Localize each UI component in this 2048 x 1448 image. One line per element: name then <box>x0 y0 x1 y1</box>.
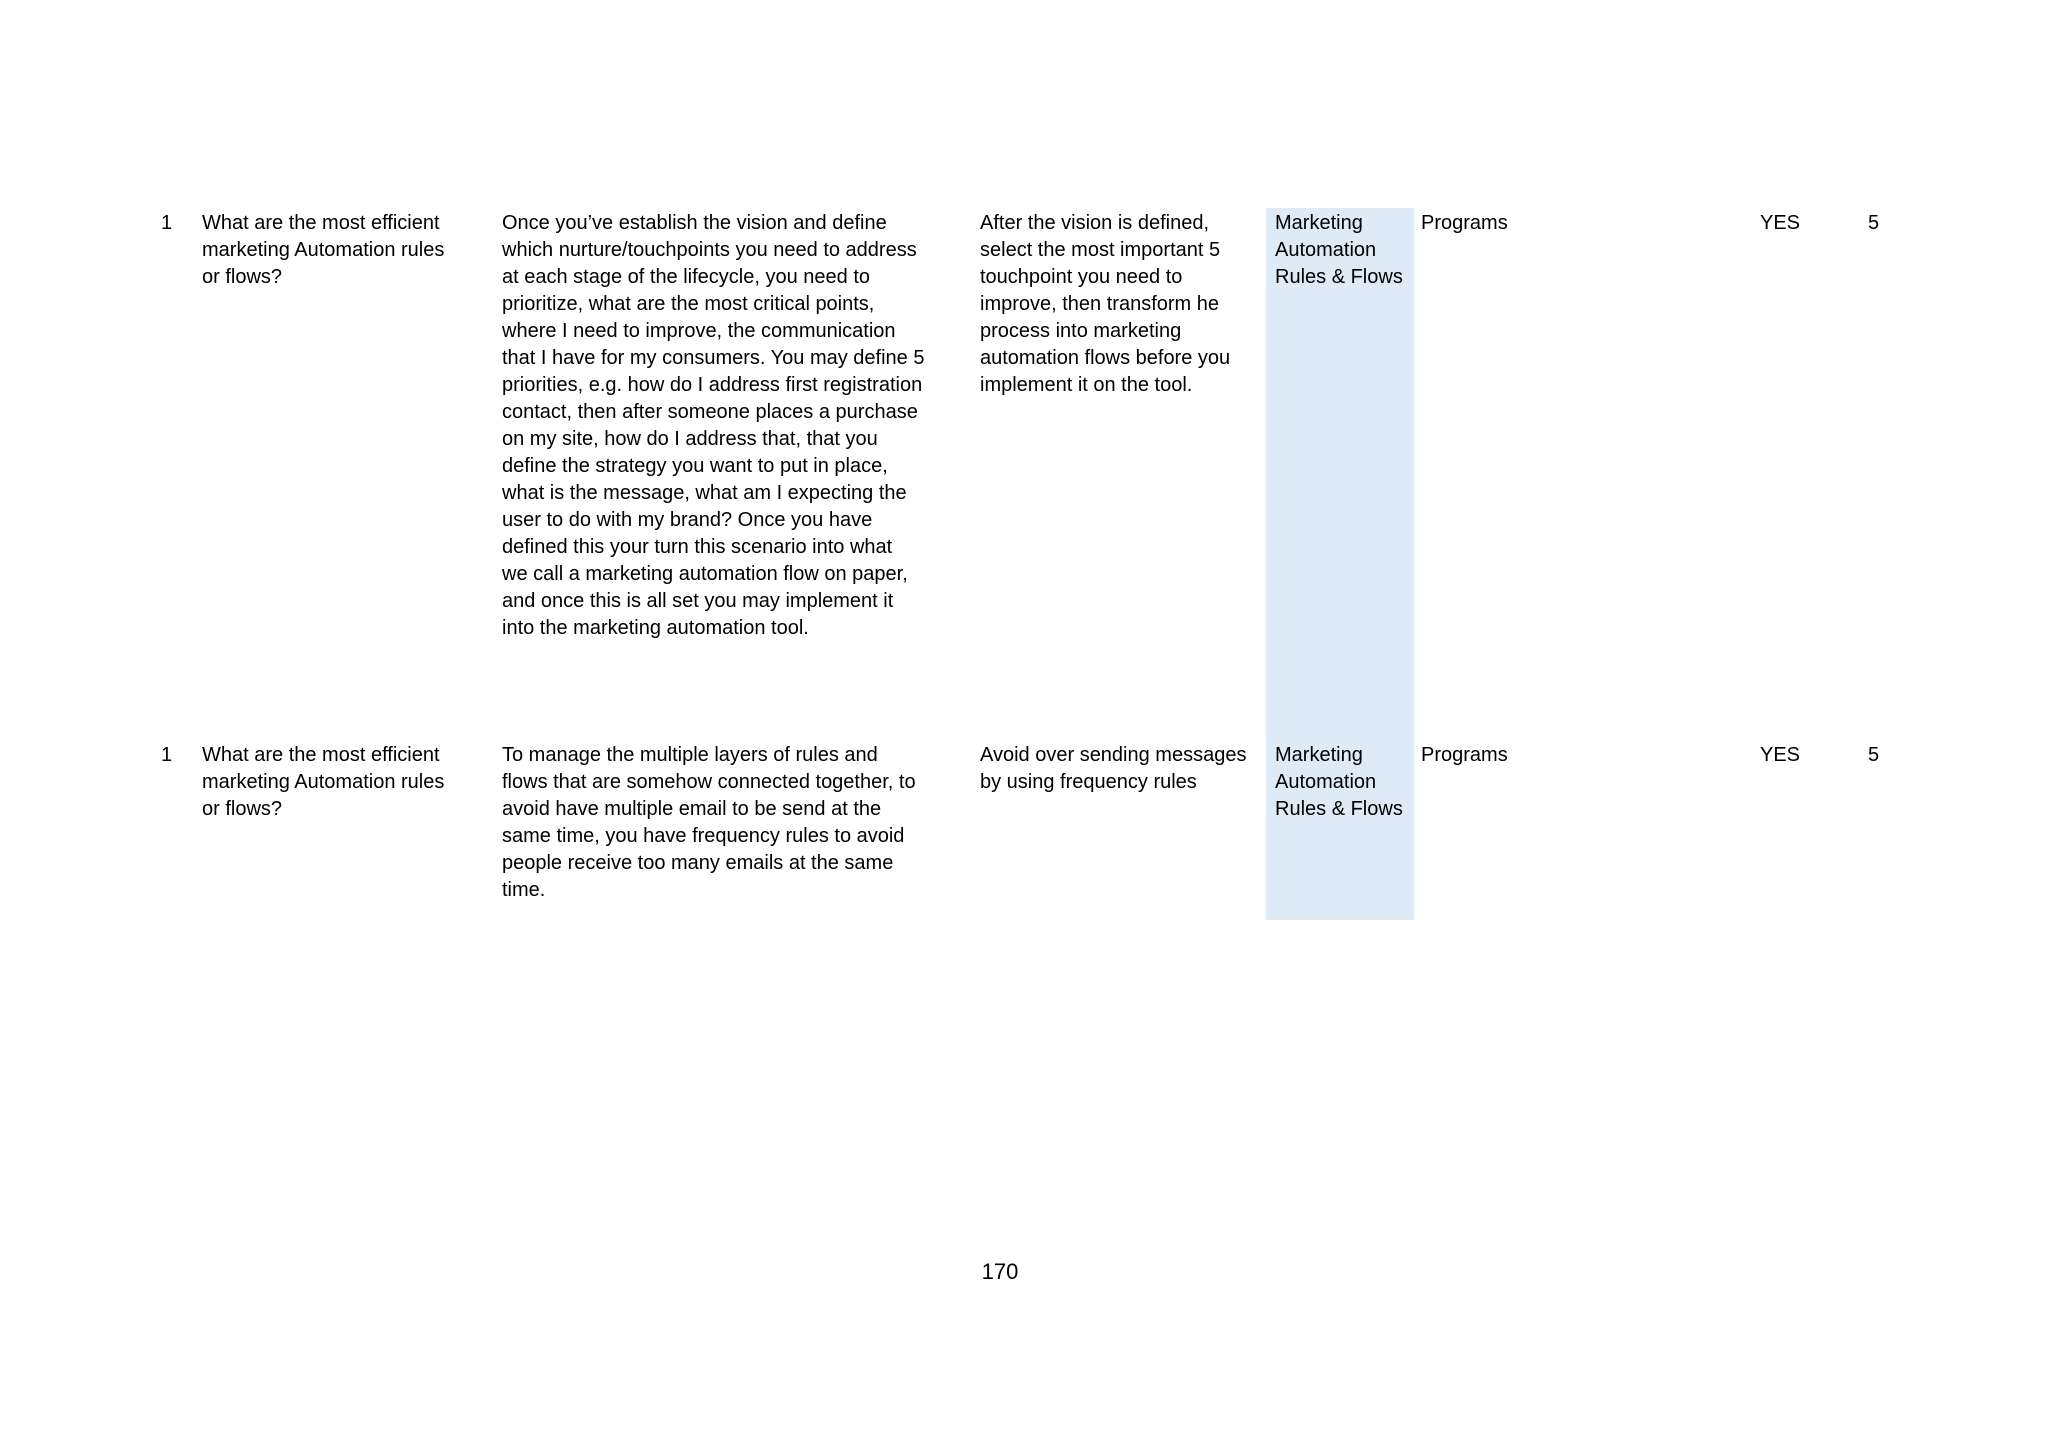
category-cell: Marketing Automation Rules & Flows <box>1275 212 1403 288</box>
flag-cell: YES <box>1760 212 1801 234</box>
answer-cell: To manage the multiple layers of rules and flows that are somehow connected together, to avoid have multiple email to be send at the same time, you have frequency rules to avoid people receive too many emails at the same time. <box>502 744 916 901</box>
category-cell: Marketing Automation Rules & Flows <box>1275 744 1403 820</box>
answer-cell: Once you’ve establish the vision and define which nurture/touchpoints you need to address at each stage of the lifecycle, you need to prioritize, what are the most critical points, where I need to improve, the communication that I have for my consumers. You may define 5 priorities, e.g. how do I address first registration contact, then after someone places a purchase on my site, how do I address that, that you define the strategy you want to put in place, what is the message, what am I expecting the user to do with my brand? Once you have defined this your turn this scenario into what we call a marketing automation flow on paper, and once this is all set you may implement it into the marketing automation tool. <box>502 212 925 639</box>
page-number: 170 <box>981 1259 1019 1284</box>
row-number: 1 <box>161 744 173 766</box>
row-number: 1 <box>161 212 173 234</box>
area-cell: Programs <box>1421 212 1508 234</box>
score-cell: 5 <box>1868 212 1880 234</box>
flag-cell: YES <box>1760 744 1801 766</box>
question-cell: What are the most efficient marketing Automation rules or flows? <box>202 744 445 820</box>
action-cell: After the vision is defined, select the most important 5 touchpoint you need to improve, then transform he process into marketing automation flows before you implement it on the tool. <box>980 212 1231 396</box>
area-cell: Programs <box>1421 744 1508 766</box>
action-cell: Avoid over sending messages by using frequency rules <box>980 744 1247 793</box>
question-cell: What are the most efficient marketing Automation rules or flows? <box>202 212 445 288</box>
score-cell: 5 <box>1868 744 1880 766</box>
